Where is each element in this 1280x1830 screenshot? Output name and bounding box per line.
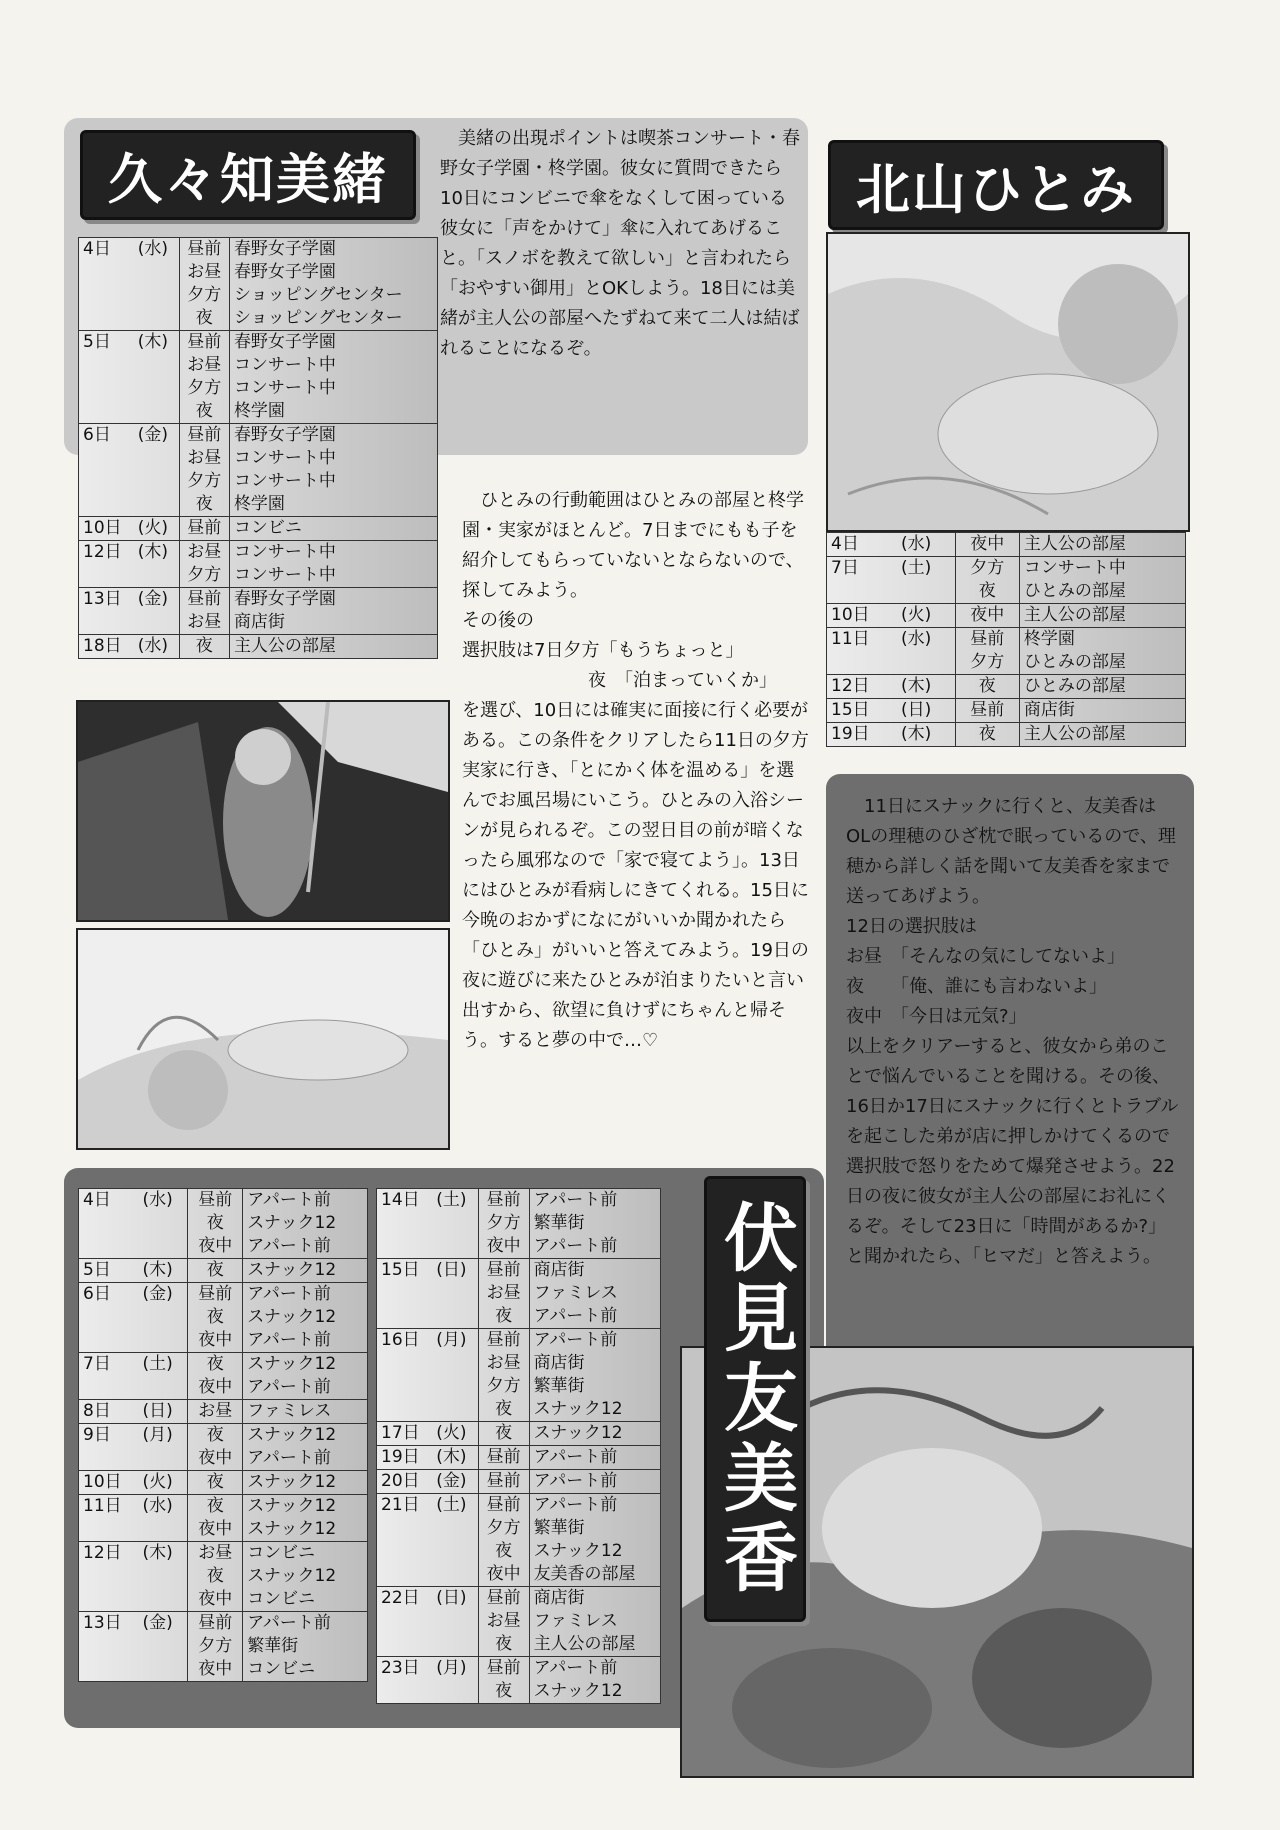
kukuchi-text: 美緒の出現ポイントは喫茶コンサート・春野女子学園・柊学園。彼女に質問できたら10日にコンビニで傘をなくして困っている彼女に「声をかけて」傘に入れてあげること。「スノボを教えて欲しい」と言われたら「おやすい御用」とOKしよう。18日には美緒が主人公の部屋へたずねて来て二人は結ばれることになるぞ。: [440, 128, 800, 359]
schedule-row: [377, 1259, 661, 1283]
schedule-time: 昼前: [478, 1189, 529, 1213]
schedule-location: アパート前: [243, 1329, 368, 1353]
schedule-location: スナック12: [529, 1540, 660, 1563]
fushimi-paragraph-2: 12日の選択肢は: [846, 916, 977, 937]
schedule-weekday: (金): [139, 1612, 188, 1682]
schedule-weekday: (水): [139, 1495, 188, 1542]
schedule-time: 夜: [955, 675, 1019, 699]
schedule-row: [827, 604, 1186, 628]
schedule-location: アパート前: [529, 1235, 660, 1259]
schedule-time: お昼: [188, 1400, 243, 1424]
schedule-weekday: (木): [432, 1446, 478, 1470]
schedule-day: 13日: [79, 588, 134, 635]
schedule-location: 春野女子学園: [229, 424, 437, 448]
schedule-weekday: (木): [897, 723, 955, 747]
schedule-weekday: (金): [134, 588, 179, 635]
schedule-row: [827, 699, 1186, 723]
schedule-time: 夜: [188, 1424, 243, 1448]
schedule-location: スナック12: [529, 1398, 660, 1422]
schedule-day: 10日: [827, 604, 898, 628]
schedule-location: アパート前: [243, 1283, 368, 1307]
schedule-weekday: (火): [134, 517, 179, 541]
kitayama-paragraph-2: その後の: [462, 610, 534, 631]
schedule-weekday: (火): [432, 1422, 478, 1446]
schedule-location: ショッピングセンター: [229, 307, 437, 331]
kitayama-illustration: [826, 232, 1190, 532]
schedule-day: 19日: [377, 1446, 433, 1470]
schedule-time: 夕方: [478, 1517, 529, 1540]
schedule-location: スナック12: [243, 1471, 368, 1495]
schedule-weekday: (月): [139, 1424, 188, 1471]
schedule-location: コンサート中: [229, 354, 437, 377]
schedule-location: 商店街: [529, 1259, 660, 1283]
schedule-day: 13日: [79, 1612, 139, 1682]
schedule-day: 11日: [827, 628, 898, 675]
schedule-time: 夜: [188, 1259, 243, 1283]
schedule-time: 夕方: [179, 564, 229, 588]
kitayama-paragraph-1: ひとみの行動範囲はひとみの部屋と柊学園・実家がほとんど。7日までにもも子を紹介してもらっていないとならないので、探してみよう。: [462, 490, 804, 601]
schedule-time: 夜中: [955, 533, 1019, 557]
fushimi-paragraph-3: お昼 「そんなの気にしてないよ」: [846, 946, 1125, 967]
schedule-location: 繁華街: [529, 1517, 660, 1540]
kitayama-schedule-table: [826, 532, 1186, 747]
schedule-row: [79, 424, 438, 448]
schedule-time: 夜: [188, 1495, 243, 1519]
schedule-location: アパート前: [529, 1189, 660, 1213]
kitayama-title: 北山ひとみ: [828, 140, 1164, 230]
schedule-time: 夜: [478, 1422, 529, 1446]
schedule-time: お昼: [179, 611, 229, 635]
fushimi-paragraph-5: 夜中 「今日は元気?」: [846, 1006, 1027, 1027]
schedule-weekday: (水): [134, 238, 179, 331]
schedule-time: 夕方: [955, 651, 1019, 675]
kukuchi-bed-illustration: [76, 928, 450, 1150]
schedule-location: 春野女子学園: [229, 261, 437, 284]
schedule-time: 昼前: [478, 1587, 529, 1611]
schedule-weekday: (金): [139, 1283, 188, 1353]
schedule-location: アパート前: [243, 1235, 368, 1259]
schedule-location: アパート前: [529, 1446, 660, 1470]
schedule-weekday: (月): [432, 1657, 478, 1704]
schedule-weekday: (金): [134, 424, 179, 517]
schedule-location: 商店街: [1019, 699, 1185, 723]
schedule-time: 夜中: [188, 1329, 243, 1353]
schedule-time: お昼: [188, 1542, 243, 1566]
schedule-time: 夕方: [955, 557, 1019, 581]
schedule-day: 5日: [79, 331, 134, 424]
schedule-time: 昼前: [478, 1657, 529, 1681]
schedule-row: [79, 1283, 368, 1307]
schedule-row: [377, 1587, 661, 1611]
schedule-time: 昼前: [179, 331, 229, 355]
schedule-location: 商店街: [229, 611, 437, 635]
schedule-weekday: (土): [897, 557, 955, 604]
schedule-day: 6日: [79, 1283, 139, 1353]
schedule-time: 夜中: [188, 1588, 243, 1612]
fushimi-paragraph-6: 以上をクリアーすると、彼女から弟のことで悩んでいることを聞ける。その後、16日か17日にスナックに行くとトラブルを起こした弟が店に押しかけてくるので選択肢で怒りをためて爆発させよう。22日の夜に彼女が主人公の部屋にお礼にくるぞ。そして23日に「時間があるか?」と聞かれたら、「ヒマだ」と答えよう。: [846, 1036, 1179, 1267]
schedule-location: スナック12: [243, 1424, 368, 1448]
schedule-location: ファミレス: [243, 1400, 368, 1424]
kitayama-text: [462, 486, 812, 1056]
schedule-location: スナック12: [243, 1565, 368, 1588]
schedule-day: 21日: [377, 1494, 433, 1587]
schedule-location: 春野女子学園: [229, 331, 437, 355]
schedule-day: 11日: [79, 1495, 139, 1542]
schedule-location: 柊学園: [229, 493, 437, 517]
schedule-weekday: (水): [134, 635, 179, 659]
schedule-weekday: (日): [139, 1400, 188, 1424]
schedule-time: 昼前: [188, 1189, 243, 1213]
schedule-row: [79, 1495, 368, 1519]
schedule-time: 夜中: [188, 1447, 243, 1471]
schedule-time: お昼: [478, 1352, 529, 1375]
schedule-location: コンサート中: [229, 564, 437, 588]
schedule-location: 主人公の部屋: [529, 1633, 660, 1657]
schedule-time: 昼前: [478, 1446, 529, 1470]
schedule-day: 10日: [79, 1471, 139, 1495]
schedule-location: アパート前: [243, 1376, 368, 1400]
schedule-weekday: (木): [139, 1259, 188, 1283]
schedule-location: 主人公の部屋: [1019, 723, 1185, 747]
schedule-row: [79, 588, 438, 612]
schedule-location: コンビニ: [243, 1588, 368, 1612]
schedule-location: アパート前: [529, 1494, 660, 1518]
schedule-location: コンサート中: [229, 541, 437, 565]
schedule-day: 4日: [79, 1189, 139, 1259]
schedule-day: 5日: [79, 1259, 139, 1283]
schedule-location: アパート前: [243, 1189, 368, 1213]
schedule-row: [377, 1446, 661, 1470]
schedule-weekday: (土): [432, 1189, 478, 1259]
schedule-time: 夜中: [188, 1658, 243, 1682]
schedule-day: 7日: [827, 557, 898, 604]
schedule-time: 昼前: [478, 1329, 529, 1353]
schedule-location: スナック12: [243, 1212, 368, 1235]
schedule-time: 昼前: [188, 1283, 243, 1307]
schedule-location: 柊学園: [1019, 628, 1185, 652]
kitayama-paragraph-5: を選び、10日には確実に面接に行く必要がある。この条件をクリアしたら11日の夕方実家に行き、「とにかく体を温める」を選んでお風呂場にいこう。ひとみの入浴シーンが見られるぞ。この翌日目の前が暗くなったら風邪なので「家で寝てよう」。13日にはひとみが看病しにきてくれる。15日に今晩のおかずになにがいいか聞かれたら「ひとみ」がいいと答えてみよう。19日の夜に遊びに来たひとみが泊まりたいと言い出すから、欲望に負けずにちゃんと帰そう。すると夢の中で…♡: [462, 700, 809, 1051]
schedule-day: 19日: [827, 723, 898, 747]
schedule-time: お昼: [478, 1282, 529, 1305]
schedule-weekday: (水): [139, 1189, 188, 1259]
schedule-weekday: (日): [432, 1259, 478, 1329]
schedule-row: [79, 635, 438, 659]
kitayama-paragraph-4: 夜 「泊まっていくか」: [588, 670, 777, 691]
schedule-day: 4日: [79, 238, 134, 331]
schedule-time: 昼前: [955, 628, 1019, 652]
schedule-row: [79, 238, 438, 262]
schedule-row: [827, 723, 1186, 747]
schedule-day: 7日: [79, 1353, 139, 1400]
schedule-location: アパート前: [243, 1612, 368, 1636]
schedule-row: [79, 1471, 368, 1495]
schedule-day: 4日: [827, 533, 898, 557]
schedule-weekday: (土): [432, 1494, 478, 1587]
fushimi-text: [846, 792, 1180, 1272]
schedule-day: 15日: [377, 1259, 433, 1329]
schedule-time: 夜: [179, 307, 229, 331]
schedule-weekday: (日): [432, 1587, 478, 1657]
schedule-time: 昼前: [179, 588, 229, 612]
schedule-time: 昼前: [478, 1470, 529, 1494]
schedule-location: コンビニ: [229, 517, 437, 541]
fushimi-paragraph-4: 夜 「俺、誰にも言わないよ」: [846, 976, 1107, 997]
schedule-day: 15日: [827, 699, 898, 723]
schedule-weekday: (木): [134, 541, 179, 588]
schedule-row: [827, 675, 1186, 699]
schedule-time: 夜: [478, 1305, 529, 1329]
schedule-location: コンサート中: [229, 447, 437, 470]
schedule-day: 22日: [377, 1587, 433, 1657]
schedule-row: [79, 1612, 368, 1636]
schedule-location: ショッピングセンター: [229, 284, 437, 307]
schedule-row: [377, 1494, 661, 1518]
schedule-time: 昼前: [478, 1494, 529, 1518]
schedule-day: 10日: [79, 517, 134, 541]
schedule-location: 友美香の部屋: [529, 1563, 660, 1587]
schedule-time: 夜中: [478, 1563, 529, 1587]
schedule-time: 夜: [179, 493, 229, 517]
schedule-location: ファミレス: [529, 1282, 660, 1305]
schedule-location: 商店街: [529, 1352, 660, 1375]
schedule-time: 夕方: [179, 377, 229, 400]
schedule-weekday: (火): [139, 1471, 188, 1495]
schedule-time: 夜: [478, 1680, 529, 1704]
schedule-location: 春野女子学園: [229, 588, 437, 612]
schedule-row: [827, 628, 1186, 652]
schedule-location: アパート前: [529, 1470, 660, 1494]
schedule-location: 商店街: [529, 1587, 660, 1611]
schedule-day: 6日: [79, 424, 134, 517]
schedule-location: コンサート中: [229, 377, 437, 400]
schedule-time: 昼前: [955, 699, 1019, 723]
schedule-location: 主人公の部屋: [1019, 533, 1185, 557]
schedule-time: お昼: [179, 354, 229, 377]
schedule-location: 春野女子学園: [229, 238, 437, 262]
schedule-weekday: (水): [897, 628, 955, 675]
schedule-location: ひとみの部屋: [1019, 580, 1185, 604]
kukuchi-title: 久々知美緒: [80, 130, 416, 220]
fushimi-schedule-table-right: [376, 1188, 661, 1704]
schedule-time: 夕方: [179, 470, 229, 493]
schedule-location: コンビニ: [243, 1542, 368, 1566]
schedule-time: お昼: [179, 541, 229, 565]
schedule-weekday: (月): [432, 1329, 478, 1422]
schedule-time: 夜中: [955, 604, 1019, 628]
schedule-row: [79, 1400, 368, 1424]
schedule-time: 夕方: [179, 284, 229, 307]
schedule-time: 夜: [188, 1212, 243, 1235]
schedule-location: コンサート中: [229, 470, 437, 493]
schedule-row: [79, 1353, 368, 1377]
kitayama-paragraph-3: 選択肢は7日夕方「もうちょっと」: [462, 640, 744, 661]
schedule-weekday: (日): [897, 699, 955, 723]
schedule-row: [79, 1189, 368, 1213]
schedule-location: ひとみの部屋: [1019, 675, 1185, 699]
schedule-weekday: (土): [139, 1353, 188, 1400]
schedule-row: [79, 1542, 368, 1566]
fushimi-title: 伏見友美香: [704, 1176, 806, 1622]
schedule-location: スナック12: [243, 1259, 368, 1283]
schedule-location: コンビニ: [243, 1658, 368, 1682]
schedule-time: 夜: [478, 1398, 529, 1422]
schedule-time: 昼前: [179, 517, 229, 541]
schedule-row: [79, 1424, 368, 1448]
schedule-row: [827, 533, 1186, 557]
schedule-row: [377, 1189, 661, 1213]
schedule-time: 夜: [478, 1540, 529, 1563]
schedule-location: アパート前: [529, 1657, 660, 1681]
schedule-location: 柊学園: [229, 400, 437, 424]
schedule-time: 夜: [179, 635, 229, 659]
schedule-location: コンサート中: [1019, 557, 1185, 581]
schedule-row: [377, 1470, 661, 1494]
schedule-day: 20日: [377, 1470, 433, 1494]
schedule-location: アパート前: [243, 1447, 368, 1471]
schedule-row: [79, 1259, 368, 1283]
schedule-row: [377, 1329, 661, 1353]
schedule-day: 16日: [377, 1329, 433, 1422]
schedule-location: 繁華街: [529, 1375, 660, 1398]
schedule-time: 夜: [478, 1633, 529, 1657]
schedule-location: スナック12: [529, 1680, 660, 1704]
schedule-time: 夜: [188, 1471, 243, 1495]
schedule-location: 主人公の部屋: [1019, 604, 1185, 628]
schedule-location: 繁華街: [243, 1635, 368, 1658]
schedule-row: [827, 557, 1186, 581]
schedule-time: 夜: [955, 723, 1019, 747]
schedule-day: 18日: [79, 635, 134, 659]
schedule-time: 昼前: [179, 424, 229, 448]
schedule-weekday: (水): [897, 533, 955, 557]
schedule-location: 主人公の部屋: [229, 635, 437, 659]
schedule-time: 夜中: [478, 1235, 529, 1259]
schedule-location: スナック12: [529, 1422, 660, 1446]
schedule-location: アパート前: [529, 1305, 660, 1329]
schedule-time: 昼前: [188, 1612, 243, 1636]
schedule-time: 夜: [188, 1306, 243, 1329]
schedule-row: [79, 331, 438, 355]
schedule-time: 昼前: [478, 1259, 529, 1283]
schedule-time: 夕方: [478, 1212, 529, 1235]
schedule-time: 夕方: [478, 1375, 529, 1398]
schedule-row: [79, 541, 438, 565]
kukuchi-umbrella-illustration: [76, 700, 450, 922]
schedule-weekday: (木): [897, 675, 955, 699]
kukuchi-schedule-table: [78, 237, 438, 659]
schedule-location: スナック12: [243, 1306, 368, 1329]
fushimi-schedule-table-left: [78, 1188, 368, 1682]
schedule-day: 14日: [377, 1189, 433, 1259]
schedule-weekday: (木): [139, 1542, 188, 1612]
schedule-time: 昼前: [179, 238, 229, 262]
schedule-row: [377, 1657, 661, 1681]
schedule-row: [377, 1422, 661, 1446]
schedule-time: 夜中: [188, 1376, 243, 1400]
schedule-weekday: (火): [897, 604, 955, 628]
schedule-day: 12日: [827, 675, 898, 699]
schedule-day: 17日: [377, 1422, 433, 1446]
schedule-location: スナック12: [243, 1495, 368, 1519]
schedule-row: [79, 517, 438, 541]
schedule-location: アパート前: [529, 1329, 660, 1353]
schedule-location: スナック12: [243, 1353, 368, 1377]
schedule-day: 9日: [79, 1424, 139, 1471]
schedule-weekday: (木): [134, 331, 179, 424]
schedule-location: ファミレス: [529, 1610, 660, 1633]
schedule-time: 夜中: [188, 1518, 243, 1542]
schedule-day: 23日: [377, 1657, 433, 1704]
schedule-weekday: (金): [432, 1470, 478, 1494]
schedule-time: 夜: [188, 1565, 243, 1588]
schedule-time: お昼: [179, 261, 229, 284]
schedule-location: 繁華街: [529, 1212, 660, 1235]
fushimi-paragraph-1: 11日にスナックに行くと、友美香はOLの理穂のひざ枕で眠っているので、理穂から詳しく話を聞いて友美香を家まで送ってあげよう。: [846, 796, 1176, 907]
schedule-day: 12日: [79, 1542, 139, 1612]
schedule-time: お昼: [179, 447, 229, 470]
schedule-time: 夜: [955, 580, 1019, 604]
schedule-time: 夜中: [188, 1235, 243, 1259]
schedule-time: 夜: [188, 1353, 243, 1377]
schedule-time: お昼: [478, 1610, 529, 1633]
schedule-day: 12日: [79, 541, 134, 588]
schedule-location: スナック12: [243, 1518, 368, 1542]
schedule-time: 夕方: [188, 1635, 243, 1658]
schedule-time: 夜: [179, 400, 229, 424]
schedule-location: ひとみの部屋: [1019, 651, 1185, 675]
schedule-day: 8日: [79, 1400, 139, 1424]
